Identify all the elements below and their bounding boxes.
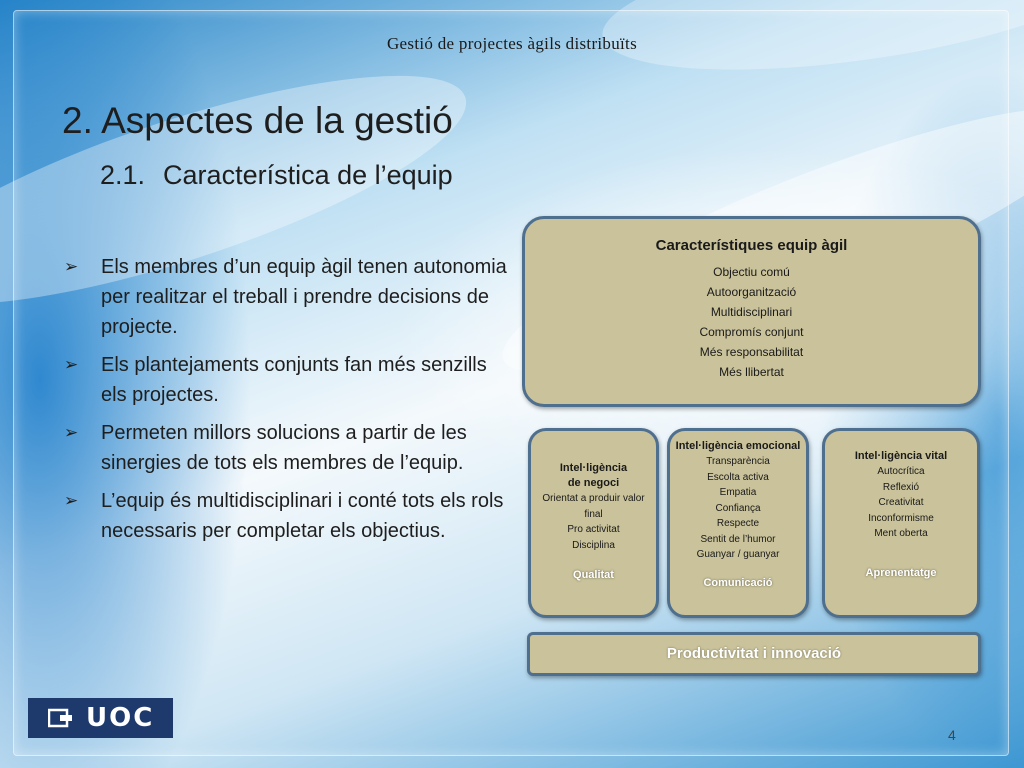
column-item: Pro activitat bbox=[567, 524, 620, 535]
characteristic-item: Multidisciplinari bbox=[710, 305, 793, 319]
uoc-logo-mark-icon bbox=[48, 707, 80, 729]
characteristic-item: Més llibertat bbox=[719, 365, 784, 379]
column-title: Intel·ligència vital bbox=[854, 450, 948, 462]
bullet-text: Els membres d’un equip àgil tenen autonomia per realitzar el treball i prendre decisions de projecte. bbox=[101, 256, 507, 338]
bullet-list bbox=[62, 252, 508, 554]
header-title: Gestió de projectes àgils distribuïts bbox=[386, 34, 637, 53]
arrow-bullet-icon: ➢ bbox=[64, 355, 79, 374]
vital-intelligence-box bbox=[822, 428, 980, 618]
column-item: Empatia bbox=[719, 487, 757, 498]
column-item: Escolta activa bbox=[707, 471, 769, 483]
column-title: Intel·ligència de negoci bbox=[559, 462, 628, 489]
team-characteristics-title: Característiques equip àgil bbox=[655, 237, 848, 254]
column-item: Transparència bbox=[706, 456, 770, 467]
uoc-logo bbox=[28, 698, 173, 738]
column-item: Ment oberta bbox=[874, 528, 928, 539]
bullet-text: L’equip és multidisciplinari i conté tots els rols necessaris per completar els objectius. bbox=[101, 490, 504, 542]
characteristic-item: Més responsabilitat bbox=[699, 345, 804, 359]
column-item: Inconformisme bbox=[868, 512, 934, 524]
page-title: 2. Aspectes de la gestió bbox=[62, 100, 453, 141]
column-item: Creativitat bbox=[878, 497, 924, 508]
column-item: Respecte bbox=[716, 518, 760, 529]
bullet-item bbox=[62, 252, 508, 342]
column-footer: Aprenentatge bbox=[865, 567, 937, 579]
column-item: Disciplina bbox=[572, 539, 615, 551]
arrow-bullet-icon: ➢ bbox=[64, 491, 79, 510]
arrow-bullet-icon: ➢ bbox=[64, 423, 79, 442]
team-characteristics-box bbox=[522, 216, 981, 407]
column-item: Orientat a produir valor final bbox=[542, 493, 645, 520]
column-item: Reflexió bbox=[882, 481, 920, 493]
column-title: Intel·ligència emocional bbox=[675, 440, 801, 452]
productivity-box bbox=[527, 632, 981, 676]
bullet-text: Permeten millors solucions a partir de les sinergies de tots els membres de l’equip. bbox=[101, 422, 467, 474]
column-item: Autocrítica bbox=[877, 466, 925, 477]
subtitle-number: 2.1. bbox=[100, 160, 146, 190]
bullet-item bbox=[62, 350, 508, 410]
column-item: Sentit de l’humor bbox=[700, 533, 776, 545]
bullet-item bbox=[62, 486, 508, 546]
page-number: 4 bbox=[948, 727, 956, 743]
emotional-intelligence-box bbox=[667, 428, 809, 618]
column-footer: Qualitat bbox=[573, 569, 614, 581]
subtitle-text: Característica de l’equip bbox=[163, 160, 453, 190]
column-item: Guanyar / guanyar bbox=[696, 549, 780, 560]
column-item: Confiança bbox=[715, 502, 761, 514]
bullet-item bbox=[62, 418, 508, 478]
characteristic-item: Autoorganització bbox=[706, 285, 797, 299]
arrow-bullet-icon: ➢ bbox=[64, 257, 79, 276]
column-footer: Comunicació bbox=[703, 577, 773, 589]
productivity-title: Productivitat i innovació bbox=[666, 645, 842, 662]
section-subtitle bbox=[100, 160, 453, 191]
characteristic-item: Compromís conjunt bbox=[699, 325, 804, 339]
business-intelligence-box bbox=[528, 428, 659, 618]
bullet-text: Els plantejaments conjunts fan més senzills els projectes. bbox=[101, 354, 487, 406]
characteristic-item: Objectiu comú bbox=[713, 265, 790, 279]
logo-text: UOC bbox=[86, 703, 155, 733]
